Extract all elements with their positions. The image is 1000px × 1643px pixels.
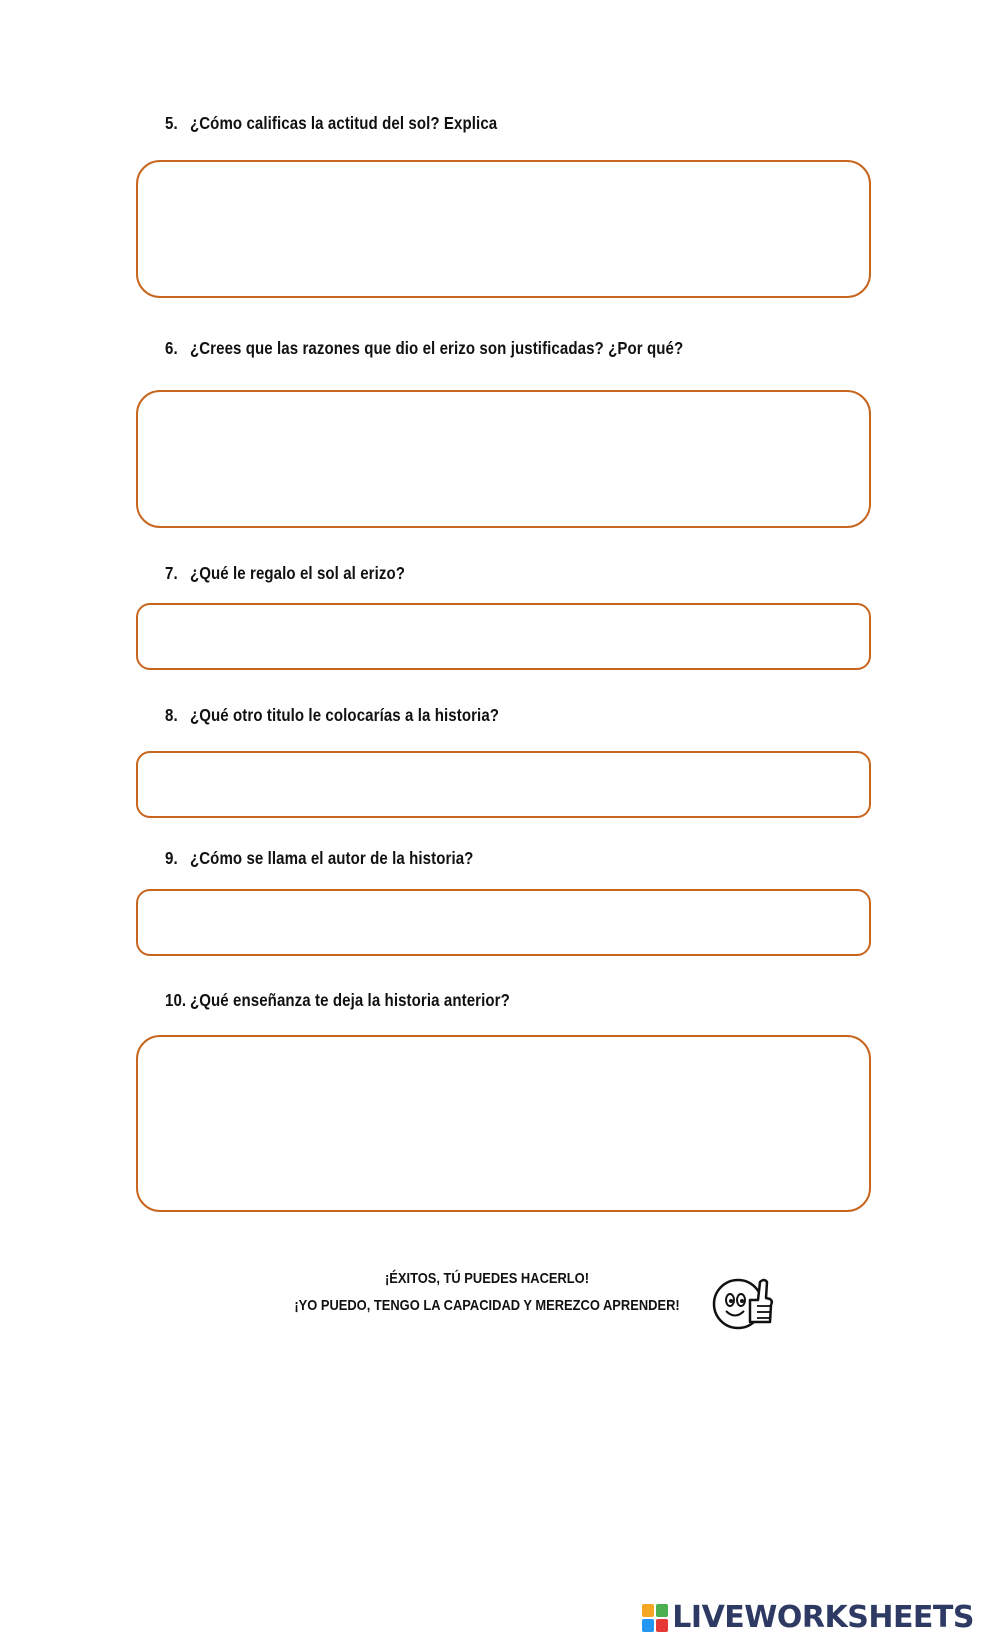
question-number: 9. <box>165 848 178 868</box>
answer-box-6[interactable] <box>136 390 871 528</box>
question-text: ¿Qué enseñanza te deja la historia anterior? <box>189 990 510 1010</box>
question-number: 8. <box>165 705 178 725</box>
question-text: ¿Qué le regalo el sol al erizo? <box>189 563 406 583</box>
question-text: ¿Qué otro titulo le colocarías a la historia? <box>189 705 500 725</box>
question-5 <box>165 113 497 134</box>
question-text: ¿Crees que las razones que dio el erizo son justificadas? ¿Por qué? <box>189 338 684 358</box>
answer-box-10[interactable] <box>136 1035 871 1212</box>
closing-line-1: ¡ÉXITOS, TÚ PUEDES HACERLO! <box>384 1270 590 1287</box>
question-number: 10. <box>165 990 187 1010</box>
question-8 <box>165 705 499 726</box>
brand-name: LIVEWORKSHEETS <box>672 1600 974 1635</box>
question-number: 5. <box>165 113 178 133</box>
question-text: ¿Cómo se llama el autor de la historia? <box>189 848 474 868</box>
question-9 <box>165 848 473 869</box>
question-number: 7. <box>165 563 178 583</box>
question-10 <box>165 990 510 1011</box>
liveworksheets-brand <box>642 1600 974 1635</box>
answer-box-9[interactable] <box>136 889 871 956</box>
answer-box-5[interactable] <box>136 160 871 298</box>
question-7 <box>165 563 405 584</box>
answer-box-7[interactable] <box>136 603 871 670</box>
answer-box-8[interactable] <box>136 751 871 818</box>
question-number: 6. <box>165 338 178 358</box>
thumbs-up-smiley-icon <box>710 1270 774 1334</box>
closing-line-2: ¡YO PUEDO, TENGO LA CAPACIDAD Y MEREZCO APRENDER! <box>294 1297 680 1314</box>
question-6 <box>165 338 683 359</box>
question-text: ¿Cómo calificas la actitud del sol? Explica <box>189 113 498 133</box>
liveworksheets-logo-icon <box>642 1604 668 1632</box>
